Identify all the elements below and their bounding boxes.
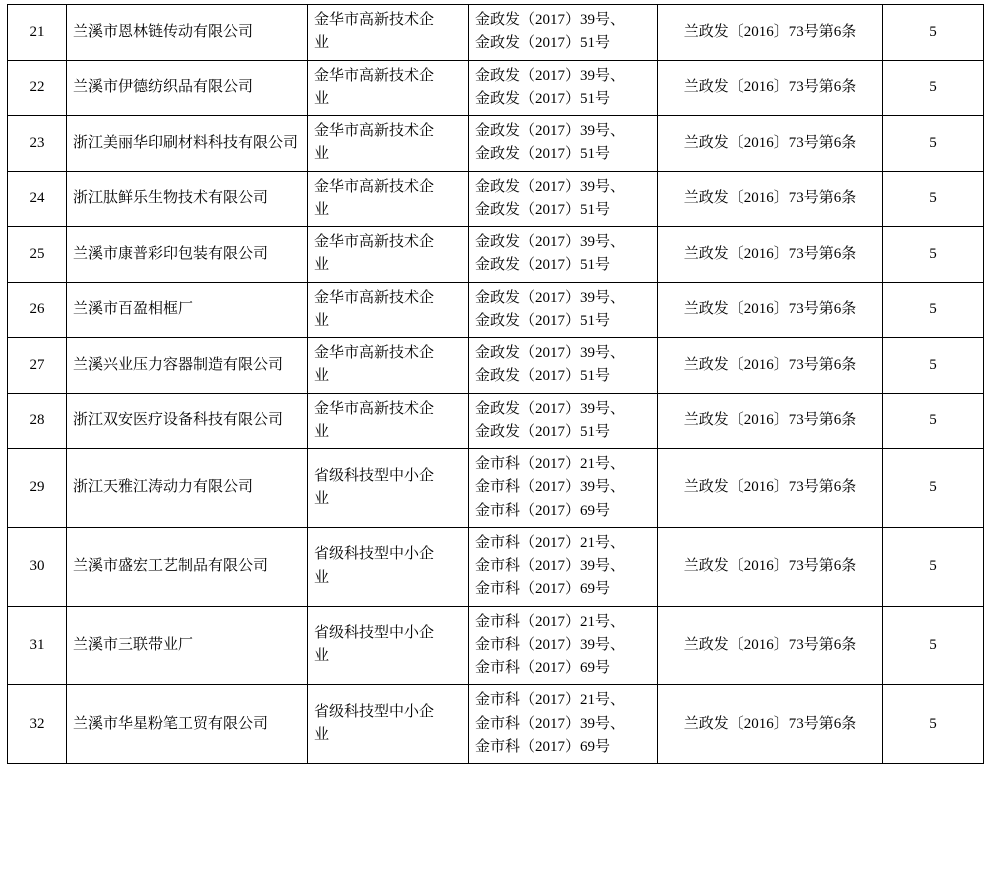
recognition-type-line: 省级科技型中小企 [314,467,435,484]
cell-score: 5 [883,338,984,394]
cell-recognition-type [308,338,469,394]
enterprise-name-text: 兰溪市伊德纺织品有限公司 [73,79,254,96]
cell-recognition-type [308,527,469,606]
cell-policy-basis: 兰政发〔2016〕73号第6条 [658,116,883,172]
enterprise-name-text: 兰溪市康普彩印包装有限公司 [73,245,269,262]
enterprise-name-text: 浙江肽鲜乐生物技术有限公司 [73,190,269,207]
cell-enterprise-name [67,393,308,449]
enterprise-name-text: 浙江双安医疗设备科技有限公司 [73,412,284,429]
cell-policy-basis: 兰政发〔2016〕73号第6条 [658,171,883,227]
cell-policy-basis: 兰政发〔2016〕73号第6条 [658,338,883,394]
cell-document-reference [469,5,658,61]
recognition-type-line: 业 [314,368,330,385]
cell-enterprise-name [67,449,308,528]
cell-enterprise-name [67,282,308,338]
table-row [8,5,984,61]
document-page [0,4,937,883]
recognition-type-line: 业 [314,146,330,163]
cell-recognition-type [308,5,469,61]
table-row [8,606,984,685]
cell-enterprise-name [67,60,308,116]
recognition-type-line: 金华市高新技术企 [314,178,435,195]
document-reference-line: 金政发（2017）39号、 [475,67,626,84]
document-reference-line: 金政发（2017）51号 [475,146,611,163]
cell-index: 26 [8,282,67,338]
cell-index: 23 [8,116,67,172]
cell-score: 5 [883,685,984,764]
cell-document-reference [469,116,658,172]
recognition-type-line: 金华市高新技术企 [314,123,435,139]
cell-document-reference [469,282,658,338]
cell-recognition-type [308,227,469,283]
cell-index: 32 [8,685,67,764]
document-reference-line: 金市科（2017）39号、 [475,479,626,496]
enterprise-name-text: 兰溪市恩林链传动有限公司 [73,23,254,40]
cell-index: 22 [8,60,67,116]
recognition-type-line: 金华市高新技术企 [314,345,435,361]
cell-score: 5 [883,606,984,685]
cell-recognition-type [308,393,469,449]
cell-score: 5 [883,171,984,227]
cell-document-reference [469,606,658,685]
cell-document-reference [469,338,658,394]
recognition-type-line: 业 [314,257,330,274]
document-reference-line: 金政发（2017）39号、 [475,123,626,139]
table-row [8,393,984,449]
recognition-type-line: 金华市高新技术企 [314,67,435,84]
enterprise-name-text: 兰溪市盛宏工艺制品有限公司 [73,558,269,574]
cell-recognition-type [308,606,469,685]
recognition-type-line: 省级科技型中小企 [314,703,435,720]
table-row [8,116,984,172]
cell-index: 21 [8,5,67,61]
enterprise-name-text: 兰溪市百盈相框厂 [73,301,194,318]
cell-policy-basis: 兰政发〔2016〕73号第6条 [658,393,883,449]
document-reference-line: 金市科（2017）21号、 [475,456,626,472]
cell-score: 5 [883,60,984,116]
cell-recognition-type [308,449,469,528]
recognition-type-line: 业 [314,569,330,586]
cell-document-reference [469,171,658,227]
table-row [8,685,984,764]
document-reference-line: 金市科（2017）69号 [475,581,611,598]
document-reference-line: 金市科（2017）39号、 [475,715,626,732]
cell-policy-basis: 兰政发〔2016〕73号第6条 [658,449,883,528]
cell-enterprise-name [67,227,308,283]
cell-enterprise-name [67,5,308,61]
table-row [8,171,984,227]
document-reference-line: 金市科（2017）21号、 [475,692,626,709]
cell-recognition-type [308,171,469,227]
document-reference-line: 金政发（2017）39号、 [475,12,626,28]
enterprise-name-text: 兰溪市华星粉笔工贸有限公司 [73,715,269,732]
cell-recognition-type [308,60,469,116]
cell-document-reference [469,227,658,283]
cell-score: 5 [883,5,984,61]
document-reference-line: 金市科（2017）21号、 [475,534,626,551]
enterprise-name-text: 兰溪市三联带业厂 [73,636,194,653]
cell-document-reference [469,60,658,116]
cell-index: 31 [8,606,67,685]
table-row [8,282,984,338]
recognition-type-line: 金华市高新技术企 [314,289,435,306]
document-reference-line: 金政发（2017）39号、 [475,345,626,361]
cell-recognition-type [308,282,469,338]
recognition-type-line: 业 [314,90,330,107]
enterprise-name-text: 浙江美丽华印刷材料科技有限公司 [73,134,299,151]
cell-policy-basis: 兰政发〔2016〕73号第6条 [658,60,883,116]
table-body [8,5,984,764]
cell-policy-basis: 兰政发〔2016〕73号第6条 [658,5,883,61]
cell-document-reference [469,449,658,528]
document-reference-line: 金市科（2017）21号、 [475,613,626,630]
document-reference-line: 金政发（2017）39号、 [475,289,626,306]
table-row [8,449,984,528]
enterprise-list-table [7,4,984,764]
table-row [8,60,984,116]
document-reference-line: 金市科（2017）69号 [475,738,611,755]
cell-index: 30 [8,527,67,606]
document-reference-line: 金市科（2017）39号、 [475,558,626,574]
document-reference-line: 金政发（2017）51号 [475,201,611,218]
cell-enterprise-name [67,527,308,606]
document-reference-line: 金政发（2017）51号 [475,90,611,107]
recognition-type-line: 省级科技型中小企 [314,546,435,563]
recognition-type-line: 业 [314,423,330,440]
cell-score: 5 [883,393,984,449]
cell-policy-basis: 兰政发〔2016〕73号第6条 [658,282,883,338]
cell-score: 5 [883,527,984,606]
document-reference-line: 金政发（2017）51号 [475,312,611,329]
cell-index: 25 [8,227,67,283]
document-reference-line: 金政发（2017）51号 [475,35,611,52]
recognition-type-line: 业 [314,648,330,665]
cell-index: 24 [8,171,67,227]
document-reference-line: 金市科（2017）69号 [475,660,611,676]
document-reference-line: 金政发（2017）51号 [475,368,611,385]
cell-score: 5 [883,449,984,528]
cell-enterprise-name [67,338,308,394]
cell-score: 5 [883,282,984,338]
recognition-type-line: 业 [314,201,330,218]
cell-score: 5 [883,116,984,172]
cell-policy-basis: 兰政发〔2016〕73号第6条 [658,685,883,764]
recognition-type-line: 省级科技型中小企 [314,625,435,642]
recognition-type-line: 金华市高新技术企 [314,400,435,417]
document-reference-line: 金政发（2017）39号、 [475,234,626,250]
cell-policy-basis: 兰政发〔2016〕73号第6条 [658,606,883,685]
recognition-type-line: 业 [314,35,330,52]
enterprise-name-text: 兰溪兴业压力容器制造有限公司 [73,356,284,373]
document-reference-line: 金政发（2017）39号、 [475,178,626,195]
recognition-type-line: 金华市高新技术企 [314,12,435,28]
cell-recognition-type [308,116,469,172]
recognition-type-line: 业 [314,727,330,744]
cell-document-reference [469,527,658,606]
cell-enterprise-name [67,606,308,685]
document-reference-line: 金市科（2017）69号 [475,502,611,519]
table-row [8,338,984,394]
document-reference-line: 金政发（2017）39号、 [475,400,626,417]
document-reference-line: 金政发（2017）51号 [475,257,611,274]
recognition-type-line: 金华市高新技术企 [314,234,435,250]
cell-enterprise-name [67,685,308,764]
cell-enterprise-name [67,116,308,172]
cell-score: 5 [883,227,984,283]
cell-enterprise-name [67,171,308,227]
cell-index: 28 [8,393,67,449]
document-reference-line: 金政发（2017）51号 [475,423,611,440]
table-row [8,227,984,283]
cell-policy-basis: 兰政发〔2016〕73号第6条 [658,227,883,283]
cell-index: 29 [8,449,67,528]
document-reference-line: 金市科（2017）39号、 [475,636,626,653]
cell-index: 27 [8,338,67,394]
enterprise-name-text: 浙江天雅江涛动力有限公司 [73,479,254,496]
cell-policy-basis: 兰政发〔2016〕73号第6条 [658,527,883,606]
recognition-type-line: 业 [314,312,330,329]
cell-document-reference [469,685,658,764]
cell-recognition-type [308,685,469,764]
recognition-type-line: 业 [314,490,330,507]
cell-document-reference [469,393,658,449]
table-row [8,527,984,606]
